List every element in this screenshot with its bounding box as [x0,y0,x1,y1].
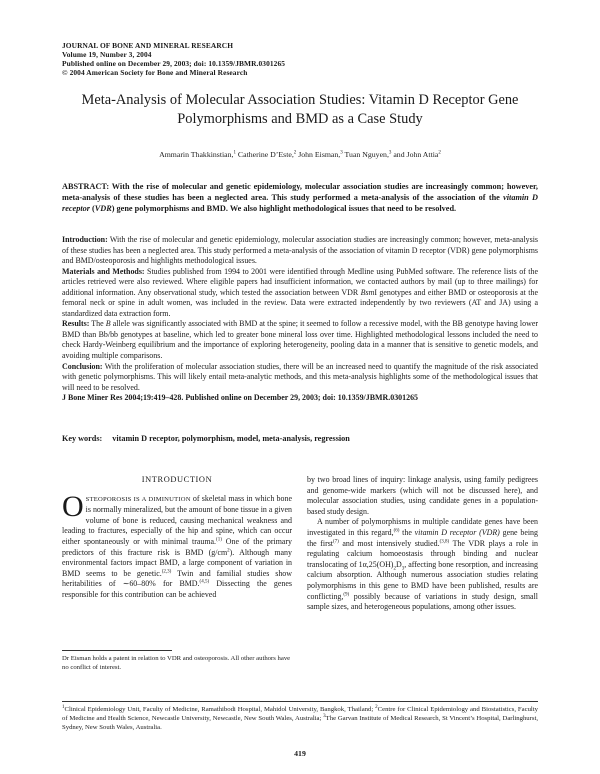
paragraph-text: gene being the first [307,527,538,548]
paragraph-text: , affecting bone resorption, and increasing calcium absorption. Although numerous association studies relating polymorphisms in this gene to BMD have been published, results are conflicting, [307,559,538,601]
section-text: With the proliferation of molecular association studies, there will be an increased need to quantify the magnitude of the risk associated with genetic polymorphisms. This will likely entail meta-analytic methods, and this meta-analysis highlights some of the methodological issues that will need to be resolved. [62,361,538,392]
author-name: Ammarin Thakkinstian, [159,150,234,159]
italic-term: vitamin D receptor (VDR) [414,527,500,537]
intro-paragraph [62,489,293,601]
article-title [62,91,538,128]
footnote-rule [62,650,172,651]
author-affiliation-mark: 3 [340,150,343,156]
author-list [62,150,538,159]
abstract-text: ) gene polymorphisms and BMD. We also highlight methodological issues that need to be resolved. [111,204,457,213]
abstract-introduction [62,235,538,267]
keywords-text: vitamin D receptor, polymorphism, model, meta-analysis, regression [112,434,350,443]
reference-mark: (7) [333,538,339,544]
reference-mark: (9) [343,591,350,597]
reference-mark: (4,5) [199,579,210,585]
abstract-text: ( [89,204,95,213]
affiliation-mark: 1 [62,704,65,710]
affiliation-mark: 2 [375,704,378,710]
journal-name: JOURNAL OF BONE AND MINERAL RESEARCH [62,41,234,50]
subscript: 2 [393,566,396,572]
abstract-italic-term: VDR [94,204,112,213]
author-affiliation-mark: 3 [388,150,392,156]
keywords-label: Key words: [62,434,103,443]
section-text: The [89,319,106,329]
section-label: Materials and Methods: [62,266,145,276]
citation-line: J Bone Miner Res 2004;19:419–428. Published online on December 29, 2003; doi: 10.1359/JBMR.0301265 [62,393,419,403]
affiliations-rule [62,701,538,702]
section-italic: Bsm [360,287,375,297]
paragraph-text: the [399,527,415,537]
reference-mark: (3,8) [439,538,450,544]
section-italic: B [105,319,111,329]
reference-mark: (6) [393,528,400,534]
section-label: Results: [62,319,90,329]
section-label: Conclusion: [62,361,103,371]
paragraph-text: possibly because of variations in study design, small sample sizes, and heterogeneous populations, among other issues. [307,591,538,612]
title-line-1: Meta-Analysis of Molecular Association Studies: Vitamin D Receptor Gene [81,92,519,108]
keywords-line [62,434,538,443]
subscript: 3 [401,566,405,572]
paragraph-text: Twin and familial studies show heritabilities of ∼60–80% for BMD. [62,568,292,589]
author-name: and John Attia [391,150,439,159]
drop-cap: O [62,489,84,523]
superscript: 2 [227,547,230,553]
disclosure-text: Dr Eisman holds a patent in relation to VDR and osteoporosis. All other authors have no conflict of interest. [62,655,291,671]
author-name: Catherine D’Este, [235,150,294,159]
reference-mark: (1) [216,537,222,543]
page-number: 419 [294,749,306,758]
disclosure-footnote [62,650,292,672]
abstract-italic-term: vitamin D receptor [62,193,538,213]
abstract-methods [62,267,538,320]
paragraph-text: and most intensively studied. [338,538,440,548]
intro-paragraph [307,517,538,612]
abstract-results [62,319,538,361]
abstract-conclusion [62,362,538,394]
affiliation-mark: 3 [323,713,326,719]
author-affiliation-mark: 1 [233,150,236,156]
section-text: With the rise of molecular and genetic epidemiology, molecular association studies are increasingly common; however, meta-analysis of these studies has been a neglected area. This study performed a meta-analysis of the association of vitamin D receptor (VDR) gene polymorphisms and BMD/osteoporosis and highlights methodological issues. [62,235,538,266]
journal-published: Published online on December 29, 2003; doi: 10.1359/JBMR.0301265 [62,59,286,68]
structured-abstract [62,235,538,404]
paragraph-text: Dissecting the genes responsible for this contribution can be achieved [62,579,293,599]
abstract-text: ABSTRACT: With the rise of molecular and genetic epidemiology, molecular association studies are increasingly common; however, meta-analysis of these studies has been a neglected area. This study performed a meta-analysis of the association of the [62,182,538,202]
author-name: John Eisman, [296,150,341,159]
left-column [62,475,292,601]
paragraph-text: One of the primary predictors of this fracture risk is BMD (g/cm [62,536,292,557]
right-column [307,475,538,613]
intro-paragraph-continued: by two broad lines of inquiry: linkage analysis, using family pedigrees and genome-wide markers (which will not be discussed here), and molecular association studies, using candidate genes in a population-based study design. [307,475,538,516]
affiliation-text: Centre for Clinical Epidemiology and Biostatistics, Faculty of Medicine and Health Science, Newcastle University, Newcastle, New South Wales, Australia; [62,706,538,722]
small-caps-lead: STEOPOROSIS IS A DIMINUTION [85,495,191,503]
section-text: Studies published from 1994 to 2001 were identified through Medline using PubMed software. The reference lists of the articles retrieved were also reviewed. Where eligible papers had insufficient information, we contacted authors by mail (up to three mailings) for additional information. Any observational study, which tested the association between VDR [62,266,538,297]
paragraph-text: The VDR plays a role in regulating calcium homoeostasis through binding and nuclear translocating of 1α,25(OH) [307,538,538,569]
author-affiliation-mark: 2 [438,150,441,156]
paragraph-text: ). Although many environmental factors impact BMD, a large component of variation in BMD seems to be genetic. [62,547,292,578]
affiliations-footnote [62,701,538,732]
paragraph-text: D [395,559,402,569]
affiliation-text: The Garvan Institute of Medical Research, St Vincent’s Hospital, Darlinghurst, Sydney, New South Wales, Australia. [62,715,538,731]
journal-volume: Volume 19, Number 3, 2004 [62,50,152,59]
author-name: Tuan Nguyen, [342,150,389,159]
title-line-2: Polymorphisms and BMD as a Case Study [177,110,423,127]
paragraph-text: A number of polymorphisms in multiple candidate genes have been investigated in this regard, [307,517,538,537]
section-text: I genotypes and either BMD or osteoporosis at the femoral neck or spine in adult women, was included in the review. Data were extracted independently by two reviewers (AT and JA) using a standardized data extraction form. [62,287,538,318]
affiliation-text: Clinical Epidemiology Unit, Faculty of Medicine, Ramathibodi Hospital, Mahidol University, Bangkok, Thailand; [64,706,376,713]
abstract-summary [62,181,538,214]
introduction-heading: INTRODUCTION [141,475,213,484]
author-affiliation-mark: 2 [293,150,297,156]
reference-mark: (2,3) [161,569,172,575]
affiliations-text [62,705,538,732]
section-label: Introduction: [62,235,108,244]
journal-copyright: © 2004 American Society for Bone and Mineral Research [62,68,248,77]
journal-header [62,41,285,77]
paragraph-text: of skeletal mass in which bone is normally mineralized, but the amount of bone tissue in a given volume of bone is reduced, causing mechanical weakness and leading to fractures, especially of the hip and spine, which can occur either spontaneously or with minimal trauma. [62,493,293,546]
section-text: allele was significantly associated with BMD at the spine; it seemed to follow a recessive model, with the BB genotype having lower BMD than Bb/bb genotypes at baseline, which led to greater bone mineral loss over time. Highlighted methodological lessons included the need to check Hardy-Weinberg equilibrium and the importance of exploring heterogeneity, pooling data in a manner that is sensitive to genetic models, and avoiding multiple comparisons. [62,319,538,361]
